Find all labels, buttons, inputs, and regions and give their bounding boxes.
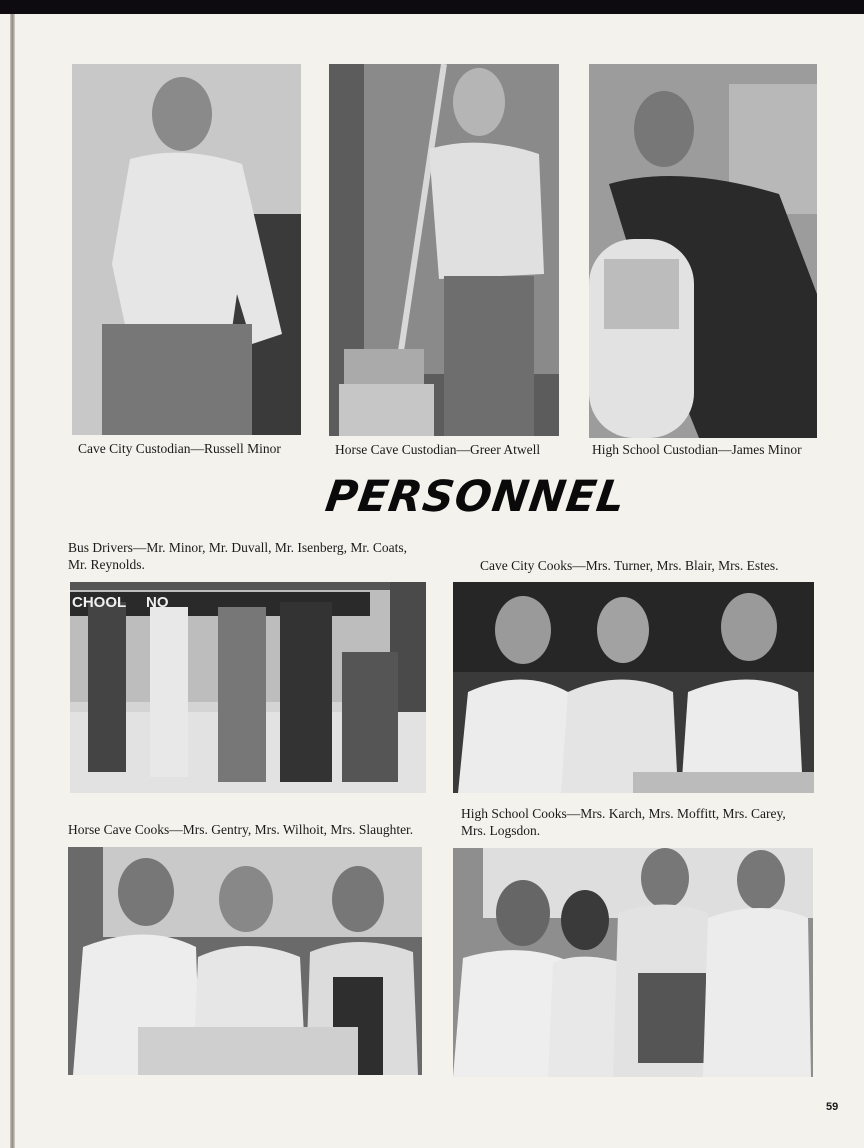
caption-horse-cave-cooks: Horse Cave Cooks—Mrs. Gentry, Mrs. Wilhoit, Mrs. Slaughter.	[68, 822, 414, 837]
photo-cave-city-custodian	[72, 64, 301, 435]
page-binding-edge	[10, 14, 15, 1148]
photo-horse-cave-cooks	[68, 847, 422, 1075]
caption-cave-city-cooks: Cave City Cooks—Mrs. Turner, Mrs. Blair, Mrs. Estes.	[480, 558, 779, 573]
page-number: 59	[826, 1101, 839, 1113]
photo-horse-cave-custodian	[329, 64, 559, 436]
caption-high-school-cooks-line1: High School Cooks—Mrs. Karch, Mrs. Moffitt, Mrs. Carey,	[461, 806, 786, 821]
photo-bus-drivers	[70, 582, 426, 793]
photo-high-school-cooks	[453, 848, 813, 1077]
caption-bus-drivers-line1: Bus Drivers—Mr. Minor, Mr. Duvall, Mr. Isenberg, Mr. Coats,	[68, 540, 407, 555]
caption-high-school-custodian: High School Custodian—James Minor	[592, 442, 802, 457]
photo-cave-city-cooks	[453, 582, 814, 793]
caption-cave-city-custodian: Cave City Custodian—Russell Minor	[78, 441, 281, 456]
caption-high-school-cooks-line2: Mrs. Logsdon.	[461, 823, 541, 838]
photo-high-school-custodian	[589, 64, 817, 438]
bus-sign-left: CHOOL	[72, 594, 127, 611]
caption-bus-drivers-line2: Mr. Reynolds.	[68, 557, 145, 572]
caption-horse-cave-custodian: Horse Cave Custodian—Greer Atwell	[335, 442, 541, 457]
page-title: PERSONNEL	[322, 472, 629, 522]
bus-sign-right: NO	[146, 594, 169, 611]
top-dark-band	[0, 0, 864, 14]
